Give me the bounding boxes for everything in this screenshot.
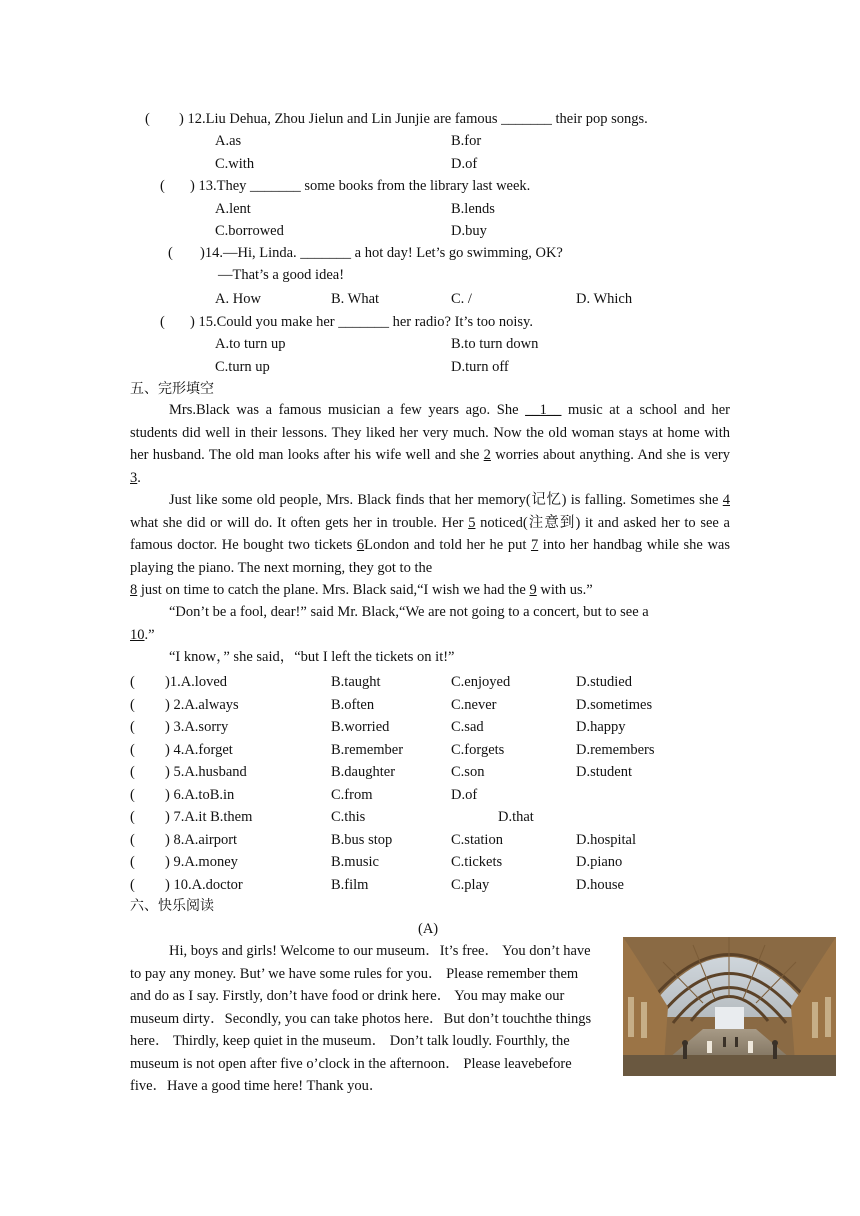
choice-paren: ( [130,832,135,848]
choice-paren: ( [130,742,135,758]
blank-9: 9 [529,582,537,599]
choice-3-d: D.happy [576,719,626,735]
blank-10: 10 [130,626,145,643]
choice-1-b: B.taught [331,674,381,690]
choice-10-b: B.film [331,877,369,893]
choice-7-c: C.this [331,809,366,825]
choice-10-c: C.play [451,877,490,893]
choice-paren: ( [130,719,135,735]
q12-option-b: B.for [451,133,482,149]
choice-3-a: ) 3.A.sorry [165,719,229,735]
choice-1-c: C.enjoyed [451,674,511,690]
q12-option-c: C.with [215,156,255,172]
choice-9-a: ) 9.A.money [165,854,238,870]
choice-paren: ( [130,854,135,870]
passage-line: Hi, boys and girls! Welcome to our museum．It’s free． You don’t have [169,943,591,959]
cloze-paragraph-4: “I know，” she said，“but I left the tickets on it!” [169,649,455,665]
q15-option-a: A.to turn up [215,336,286,352]
q15-option-b: B.to turn down [451,336,539,352]
reading-section-title: 六、快乐阅读 [130,898,214,914]
blank-8: 8 [130,582,138,599]
q14-option-d: D. Which [576,291,633,307]
choice-10-a: ) 10.A.doctor [165,877,243,893]
choice-3-b: B.worried [331,719,390,735]
passage-line: here． Thirdly, keep quiet in the museum． Don’t talk loudly. Fourthly, the [130,1033,570,1049]
blank-2: 2 [483,447,491,464]
choice-2-b: B.often [331,697,375,713]
cloze-paragraph-2: Just like some old people, Mrs. Black finds that her memory(记忆) is falling. Sometimes she 4 what she did or will do. It often gets her in trouble. Her 5 noticed(注意到) it and asked her to see a famous doctor. He bought two tickets 6London and told her he put 7 into her handbag while she was playing the piano. The next morning, they got to the 8 just on time to catch the plane. Mrs. Black said,“I wish we had the 9 with us.” [130,492,730,599]
choice-paren: ( [130,764,135,780]
passage-line: five．Have a good time here! Thank you． [130,1078,384,1094]
choice-4-d: D.remembers [576,742,655,758]
blank-1: __1__ [525,402,562,418]
blank-3: 3 [130,469,138,486]
choice-2-d: D.sometimes [576,697,653,713]
choice-7-d: D.that [498,809,534,825]
q14-option-a: A. How [215,291,261,307]
choice-8-a: ) 8.A.airport [165,832,238,848]
passage-line: and do as I say. Firstly, don’t have food or drink here． You may make our [130,988,565,1004]
choice-1-d: D.studied [576,674,632,690]
q13-option-d: D.buy [451,223,487,239]
passage-line: museum dirty．Secondly, you can take photos here．But don’t touchthe things [130,1011,592,1027]
answer-paren-open: ( [160,178,165,194]
choice-5-c: C.son [451,764,485,780]
choice-paren: ( [130,674,135,690]
q14-option-b: B. What [331,291,380,307]
answer-paren-open: ( [160,314,165,330]
question-14-stem: )14.—Hi, Linda. _______ a hot day! Let’s go swimming, OK? [200,245,563,261]
choice-3-c: C.sad [451,719,484,735]
choice-4-a: ) 4.A.forget [165,742,233,758]
choice-4-c: C.forgets [451,742,505,758]
answer-paren-open: ( [168,245,173,261]
choice-4-b: B.remember [331,742,404,758]
q13-option-a: A.lent [215,201,251,217]
choice-9-d: D.piano [576,854,623,870]
choice-6-d: D.of [451,787,478,803]
choice-5-a: ) 5.A.husband [165,764,247,780]
choice-7-ab: ) 7.A.it B.them [165,809,253,825]
q13-option-b: B.lends [451,201,495,217]
q12-option-d: D.of [451,156,478,172]
choice-6-c: C.from [331,787,373,803]
choice-6-ab: ) 6.A.toB.in [165,787,235,803]
choice-2-c: C.never [451,697,497,713]
choice-9-b: B.music [331,854,379,870]
museum-hall-photo [623,937,836,1076]
q15-option-c: C.turn up [215,359,270,375]
choice-5-b: B.daughter [331,764,396,780]
question-14-reply: —That’s a good idea! [218,267,345,283]
choice-8-b: B.bus stop [331,832,393,848]
cloze-paragraph-1: Mrs.Black was a famous musician a few years ago. She __1__ music at a school and her students did well in their lessons. They liked her very much. Now the old woman stays at home with her husband. The old man looks after his wife well and she 2 worries about anything. And she is very 3. [130,402,730,486]
blank-6: 6 [356,537,365,554]
q12-option-a: A.as [215,133,242,149]
blank-7: 7 [530,537,539,554]
choice-2-a: ) 2.A.always [165,697,239,713]
choice-5-d: D.student [576,764,632,780]
question-12-stem: ) 12.Liu Dehua, Zhou Jielun and Lin Junjie are famous _______ their pop songs. [179,111,648,127]
cloze-paragraph-3: “Don’t be a fool, dear!” said Mr. Black,“We are not going to a concert, but to see a 10.” [130,604,649,643]
question-15-stem: ) 15.Could you make her _______ her radio? It’s too noisy. [190,314,533,330]
cloze-section-title: 五、完形填空 [130,381,214,397]
question-13-stem: ) 13.They _______ some books from the library last week. [190,178,531,194]
choice-paren: ( [130,787,135,803]
q14-option-c: C. / [451,291,472,307]
blank-5: 5 [468,514,476,531]
choice-paren: ( [130,809,135,825]
choice-10-d: D.house [576,877,624,893]
passage-line: to pay any money. But’ we have some rules for you． Please remember them [130,966,579,982]
passage-line: museum is not open after five o’clock in the afternoon． Please leavebefore [130,1056,572,1072]
choice-paren: ( [130,697,135,713]
choice-8-d: D.hospital [576,832,637,848]
q15-option-d: D.turn off [451,359,509,375]
choice-8-c: C.station [451,832,503,848]
choice-1-a: )1.A.loved [165,674,228,690]
blank-4: 4 [722,492,730,508]
q13-option-c: C.borrowed [215,223,284,239]
reading-passage-label: (A) [418,921,439,937]
choice-9-c: C.tickets [451,854,503,870]
answer-paren-open: ( [145,111,150,127]
choice-paren: ( [130,877,135,893]
